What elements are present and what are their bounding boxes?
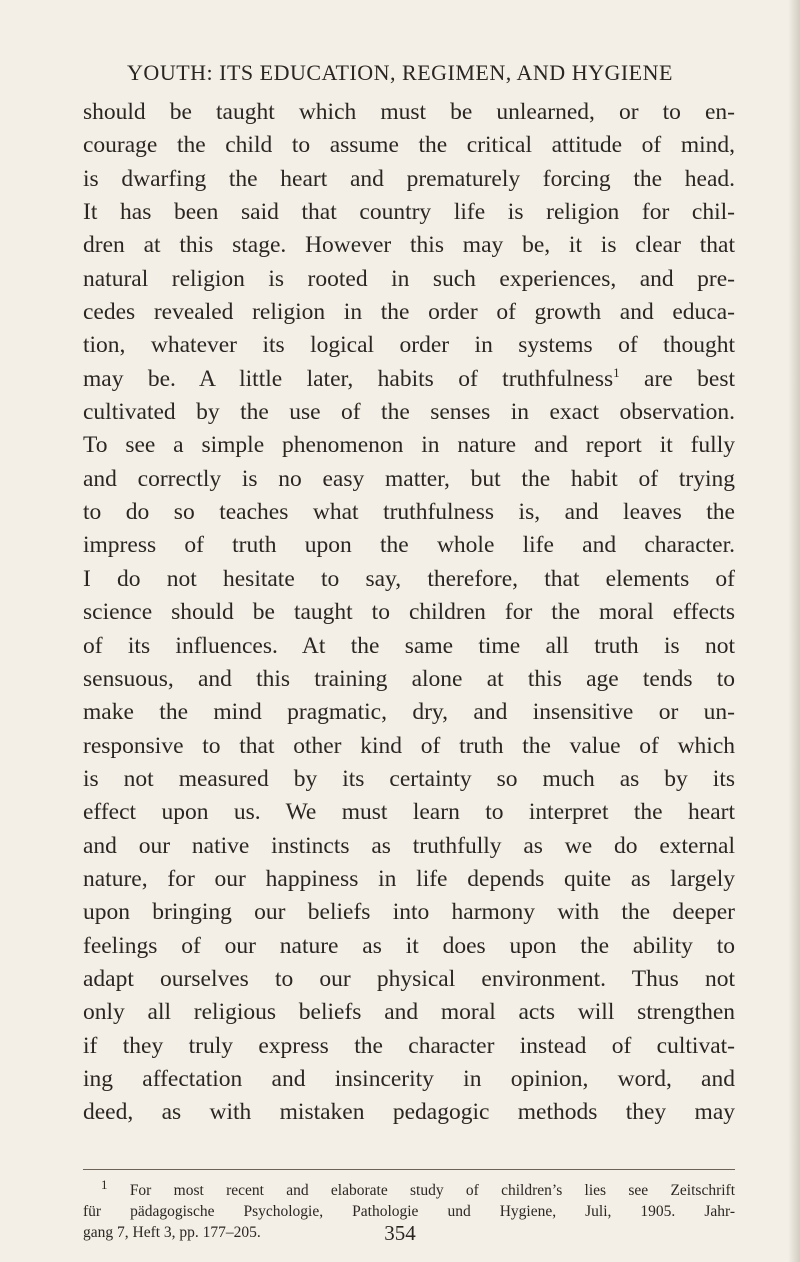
text-line: adapt ourselves to our physical environment. Thus not (83, 965, 735, 992)
text-line: It has been said that country life is religion for chil- (83, 199, 735, 226)
text-line: effect upon us. We must learn to interpret the heart (83, 799, 735, 826)
footnote-line (83, 1176, 736, 1201)
page-number: 354 (384, 1221, 416, 1245)
page-edge-shadow (788, 0, 800, 1262)
footnote-marker: 1 (101, 1176, 108, 1192)
text-line: is dwarfing the heart and prematurely forcing the head. (83, 165, 735, 192)
text-line: and our native instincts as truthfully as we do external (83, 832, 735, 859)
text-line: cedes revealed religion in the order of growth and educa- (83, 299, 735, 326)
body-text (83, 96, 735, 1130)
text-line: tion, whatever its logical order in systems of thought (83, 332, 735, 359)
text-line: ing affectation and insincerity in opinion, word, and (83, 1065, 735, 1092)
text-line: feelings of our nature as it does upon the ability to (83, 932, 735, 959)
text-line: science should be taught to children for the moral effects (83, 599, 735, 626)
text-line: make the mind pragmatic, dry, and insensitive or un- (83, 699, 735, 726)
footnote-divider (83, 1169, 735, 1170)
text-line: cultivated by the use of the senses in exact observation. (83, 399, 735, 426)
text-line: responsive to that other kind of truth the value of which (83, 732, 735, 759)
text-line: dren at this stage. However this may be, it is clear that (83, 232, 735, 259)
text-line-segment: are best (644, 365, 735, 392)
text-line: I do not hesitate to say, therefore, that elements of (83, 565, 735, 592)
text-line: if they truly express the character instead of cultivat- (83, 1032, 735, 1059)
footnote-line-text: For most recent and elaborate study of children’s lies see Zeitschrift (129, 1182, 736, 1199)
text-line-with-footnote-ref (83, 363, 735, 396)
text-line: natural religion is rooted in such experiences, and pre- (83, 265, 735, 292)
text-line: of its influences. At the same time all truth is not (83, 632, 735, 659)
footnote-line: gang 7, Heft 3, pp. 177–205. (83, 1224, 261, 1241)
footnote-line: für pädagogische Psychologie, Pathologie und Hygiene, Juli, 1905. Jahr- (83, 1203, 735, 1220)
text-line: nature, for our happiness in life depends quite as largely (83, 865, 735, 892)
text-line-segment: may be. A little later, habits of truthfulness (83, 365, 614, 392)
text-line: To see a simple phenomenon in nature and report it fully (83, 432, 735, 459)
text-line: should be taught which must be unlearned, or to en- (83, 99, 735, 125)
text-line: deed, as with mistaken pedagogic methods they may (83, 1099, 735, 1126)
footnote-reference: 1 (613, 364, 620, 380)
text-line: and correctly is no easy matter, but the habit of trying (83, 465, 735, 492)
text-line: upon bringing our beliefs into harmony with the deeper (83, 899, 735, 926)
text-line: courage the child to assume the critical attitude of mind, (83, 132, 735, 159)
text-line: is not measured by its certainty so much as by its (83, 765, 735, 792)
running-head: YOUTH: ITS EDUCATION, REGIMEN, AND HYGIENE (127, 60, 673, 85)
text-line: only all religious beliefs and moral acts will strengthen (83, 999, 735, 1026)
text-line: impress of truth upon the whole life and character. (83, 532, 735, 559)
text-line: to do so teaches what truthfulness is, and leaves the (83, 499, 735, 526)
text-line: sensuous, and this training alone at this age tends to (83, 665, 735, 692)
